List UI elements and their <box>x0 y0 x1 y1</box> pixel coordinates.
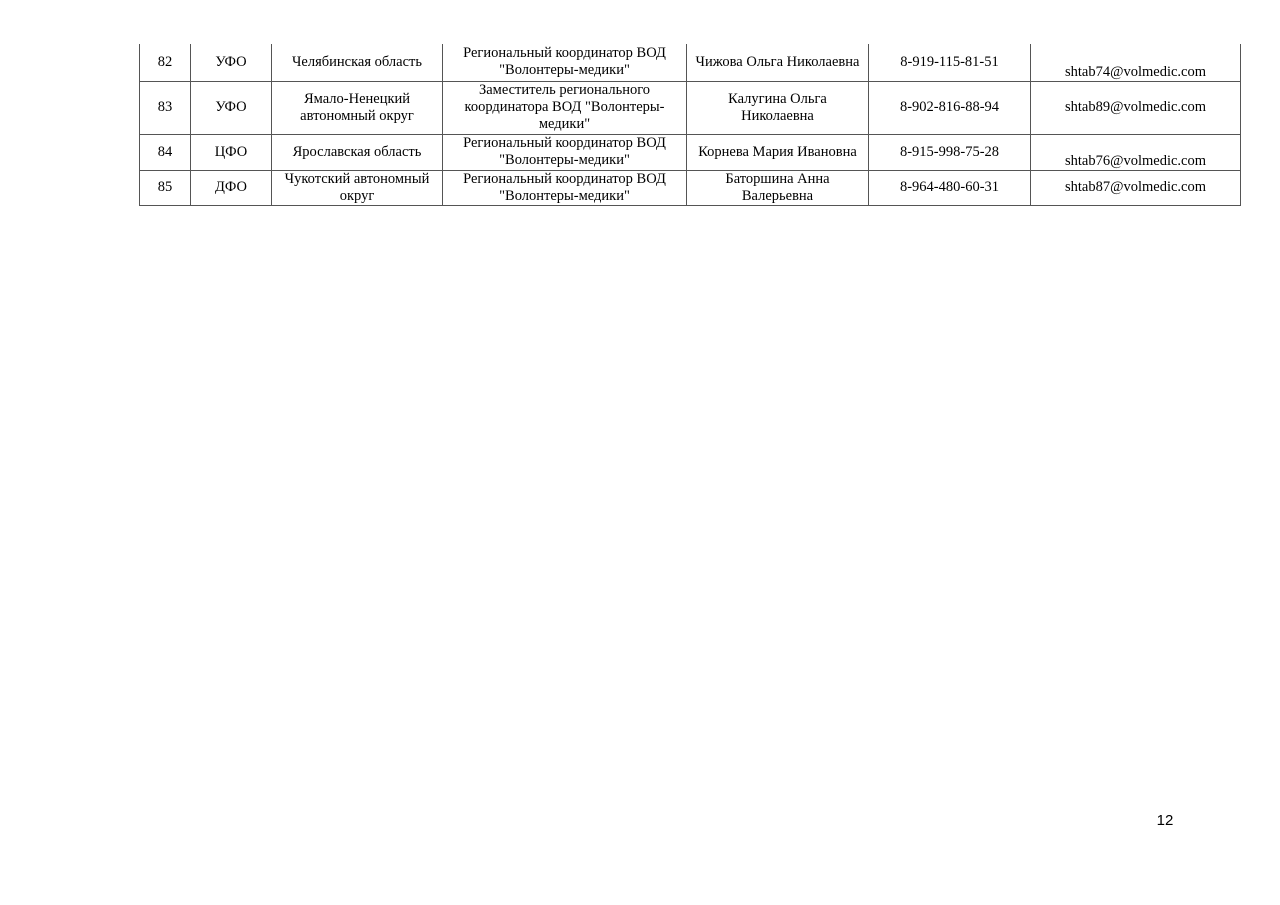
page-number: 12 <box>1156 812 1174 829</box>
row-number: 85 <box>140 170 191 205</box>
phone: 8-902-816-88-94 <box>869 81 1031 134</box>
role: Заместитель регионального координатора ВОД "Волонтеры-медики" <box>443 81 687 134</box>
phone: 8-915-998-75-28 <box>869 134 1031 170</box>
federal-district: ДФО <box>191 170 272 205</box>
email: shtab76@volmedic.com <box>1031 134 1241 170</box>
table-row <box>140 44 1241 81</box>
federal-district: УФО <box>191 44 272 81</box>
region: Чукотский автономный округ <box>272 170 443 205</box>
table-row <box>140 134 1241 170</box>
row-number: 84 <box>140 134 191 170</box>
person-name: Баторшина Анна Валерьевна <box>687 170 869 205</box>
role: Региональный координатор ВОД "Волонтеры-медики" <box>443 134 687 170</box>
email: shtab89@volmedic.com <box>1031 81 1241 134</box>
phone: 8-919-115-81-51 <box>869 44 1031 81</box>
email: shtab74@volmedic.com <box>1031 44 1241 81</box>
region: Ямало-Ненецкий автономный округ <box>272 81 443 134</box>
row-number: 82 <box>140 44 191 81</box>
contacts-table <box>139 44 1241 206</box>
federal-district: УФО <box>191 81 272 134</box>
person-name: Корнева Мария Ивановна <box>687 134 869 170</box>
role: Региональный координатор ВОД "Волонтеры-медики" <box>443 170 687 205</box>
federal-district: ЦФО <box>191 134 272 170</box>
row-number: 83 <box>140 81 191 134</box>
table-row <box>140 170 1241 205</box>
region: Челябинская область <box>272 44 443 81</box>
email: shtab87@volmedic.com <box>1031 170 1241 205</box>
region: Ярославская область <box>272 134 443 170</box>
table-row <box>140 81 1241 134</box>
person-name: Калугина Ольга Николаевна <box>687 81 869 134</box>
person-name: Чижова Ольга Николаевна <box>687 44 869 81</box>
role: Региональный координатор ВОД "Волонтеры-медики" <box>443 44 687 81</box>
phone: 8-964-480-60-31 <box>869 170 1031 205</box>
